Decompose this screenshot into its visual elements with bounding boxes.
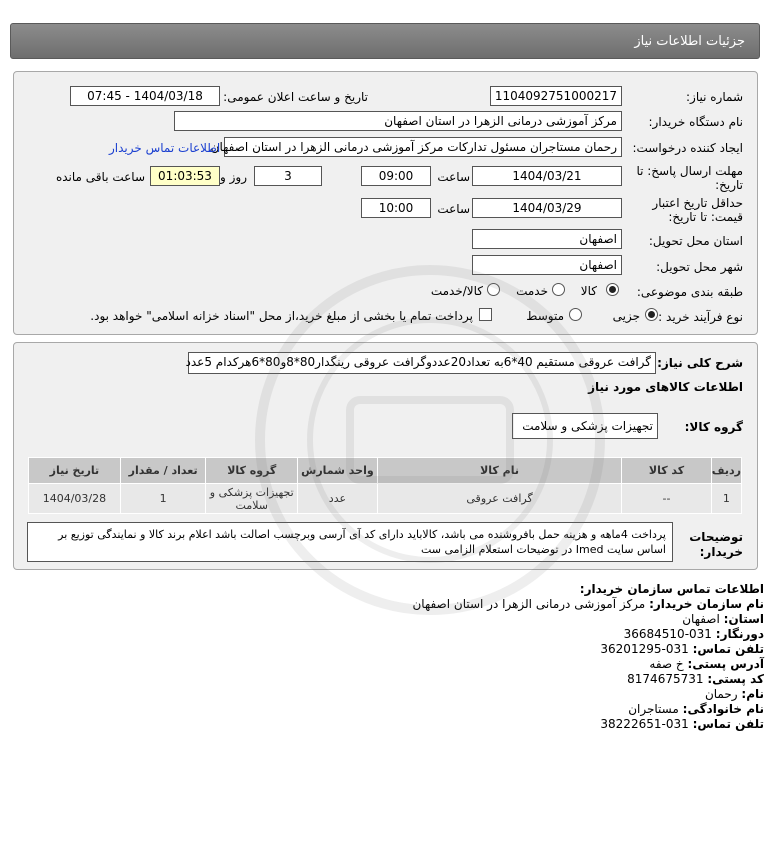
contact-postal-label: کد پستی: (707, 672, 764, 686)
delivery-city-field[interactable]: اصفهان (472, 255, 622, 275)
purchase-minor-radio[interactable] (645, 308, 658, 321)
table-header-row (29, 458, 742, 484)
cell-unit: عدد (298, 484, 378, 514)
col-quantity: تعداد / مقدار (120, 458, 206, 484)
reply-date-field[interactable]: 1404/03/21 (472, 166, 622, 186)
contact-name: رحمان (704, 687, 738, 701)
reply-time-label: ساعت (437, 170, 470, 184)
delivery-province-field[interactable]: اصفهان (472, 229, 622, 249)
buyer-notes-label-2: خریدار: (699, 545, 743, 559)
contact-fax-label: دورنگار: (715, 627, 764, 641)
buyer-notes-text: پرداخت 4ماهه و هزینه حمل بافروشنده می باشد، کالاباید دارای کد آی آرسی وبرچسب اصالت باشد اعلام برند کالا و نمایندگی توزیع بر اساس سایت Imed در توضیحات استعلام الزامی ست (27, 522, 673, 562)
table-row (29, 484, 742, 514)
delivery-province-label: استان محل تحویل: (648, 234, 743, 248)
goods-table (28, 457, 742, 514)
creator-field[interactable]: رحمان مستاجران مسئول تدارکات مرکز آموزشی درمانی الزهرا در استان اصفهان (224, 137, 622, 157)
category-service-radio[interactable] (552, 283, 565, 296)
purchase-medium-radio[interactable] (569, 308, 582, 321)
contact-address: خ صفه (649, 657, 684, 671)
days-field[interactable]: 3 (254, 166, 322, 186)
contact-fax: 031-36684510 (623, 627, 712, 641)
page-header (10, 23, 760, 59)
col-row-number: ردیف (711, 458, 741, 484)
validity-time-label: ساعت (437, 202, 470, 216)
creator-label: ایجاد کننده درخواست: (632, 141, 743, 155)
cell-row-number: 1 (711, 484, 741, 514)
contact-phone2: 031-38222651 (600, 717, 689, 731)
purchase-type-label: نوع فرآیند خرید : (658, 310, 743, 324)
validity-date-field[interactable]: 1404/03/29 (472, 198, 622, 218)
contact-org: مرکز آموزشی درمانی الزهرا در استان اصفهان (412, 597, 646, 611)
announce-label: تاریخ و ساعت اعلان عمومی: (223, 90, 368, 104)
buyer-notes-label: توضیحات (689, 530, 743, 544)
contact-family: مستاجران (628, 702, 679, 716)
contact-address-label: آدرس پستی: (687, 657, 764, 671)
contact-province: اصفهان (682, 612, 720, 626)
contact-title: اطلاعات تماس سازمان خریدار: (579, 582, 764, 596)
need-number-field[interactable]: 1104092751000217 (490, 86, 622, 106)
cell-goods-name: گرافت عروقی (377, 484, 621, 514)
reply-time-field[interactable]: 09:00 (361, 166, 431, 186)
contact-name-label: نام: (741, 687, 764, 701)
contact-province-label: استان: (723, 612, 764, 626)
col-goods-code: کد کالا (622, 458, 712, 484)
summary-text-field: گرافت عروقی مستقیم 40*6به تعداد20عددوگرافت عروقی رینگدار80*8و80*6هرکدام 5عدد (188, 352, 656, 374)
treasury-payment-note: پرداخت تمام یا بخشی از مبلغ خرید،از محل "اسناد خزانه اسلامی" خواهد بود. (90, 309, 473, 323)
col-goods-name: نام کالا (377, 458, 621, 484)
cell-goods-code: -- (622, 484, 712, 514)
contact-postal: 8174675731 (627, 672, 704, 686)
treasury-payment-checkbox[interactable] (479, 308, 492, 321)
purchase-medium-label: متوسط (526, 309, 564, 323)
cell-goods-group: تجهیزات پزشکی و سلامت (206, 484, 298, 514)
category-goods-service-label: کالا/خدمت (430, 284, 483, 298)
announce-field[interactable]: 1404/03/18 - 07:45 (70, 86, 220, 106)
contact-info-link[interactable]: اطلاعات تماس خریدار (109, 141, 221, 155)
category-goods-label: کالا (580, 284, 597, 298)
reply-deadline-label-2: تاریخ: (715, 178, 743, 192)
goods-group-label: گروه کالا: (684, 420, 743, 434)
delivery-city-label: شهر محل تحویل: (656, 260, 743, 274)
cell-quantity: 1 (120, 484, 206, 514)
validity-label-2: قیمت: تا تاریخ: (668, 210, 743, 224)
cell-need-date: 1404/03/28 (29, 484, 121, 514)
buyer-org-field[interactable]: مرکز آموزشی درمانی الزهرا در استان اصفهان (174, 111, 622, 131)
contact-phone2-label: تلفن تماس: (692, 717, 764, 731)
category-goods-service-radio[interactable] (487, 283, 500, 296)
summary-label: شرح کلی نیاز: (657, 356, 743, 370)
contact-family-label: نام خانوادگی: (682, 702, 764, 716)
page-title: جزئیات اطلاعات نیاز (634, 34, 745, 49)
goods-group-field: تجهیزات پزشکی و سلامت (512, 413, 658, 439)
contact-phone: 031-36201295 (600, 642, 689, 656)
validity-label: حداقل تاریخ اعتبار (652, 196, 743, 210)
validity-time-field[interactable]: 10:00 (361, 198, 431, 218)
category-label: طبقه بندی موضوعی: (636, 285, 743, 299)
category-service-label: خدمت (516, 284, 548, 298)
purchase-minor-label: جزیی (612, 309, 640, 323)
days-label: روز و (220, 170, 247, 184)
col-need-date: تاریخ نیاز (29, 458, 121, 484)
contact-org-label: نام سازمان خریدار: (649, 597, 764, 611)
need-number-label: شماره نیاز: (686, 90, 743, 104)
buyer-org-label: نام دستگاه خریدار: (648, 115, 743, 129)
remaining-time-field: 01:03:53 (150, 166, 220, 186)
goods-info-title: اطلاعات کالاهای مورد نیاز (588, 380, 743, 394)
remaining-label: ساعت باقی مانده (55, 170, 145, 184)
contact-phone-label: تلفن تماس: (692, 642, 764, 656)
reply-deadline-label: مهلت ارسال پاسخ: تا (636, 164, 743, 178)
col-unit: واحد شمارش (298, 458, 378, 484)
col-goods-group: گروه کالا (206, 458, 298, 484)
category-goods-radio[interactable] (606, 283, 619, 296)
